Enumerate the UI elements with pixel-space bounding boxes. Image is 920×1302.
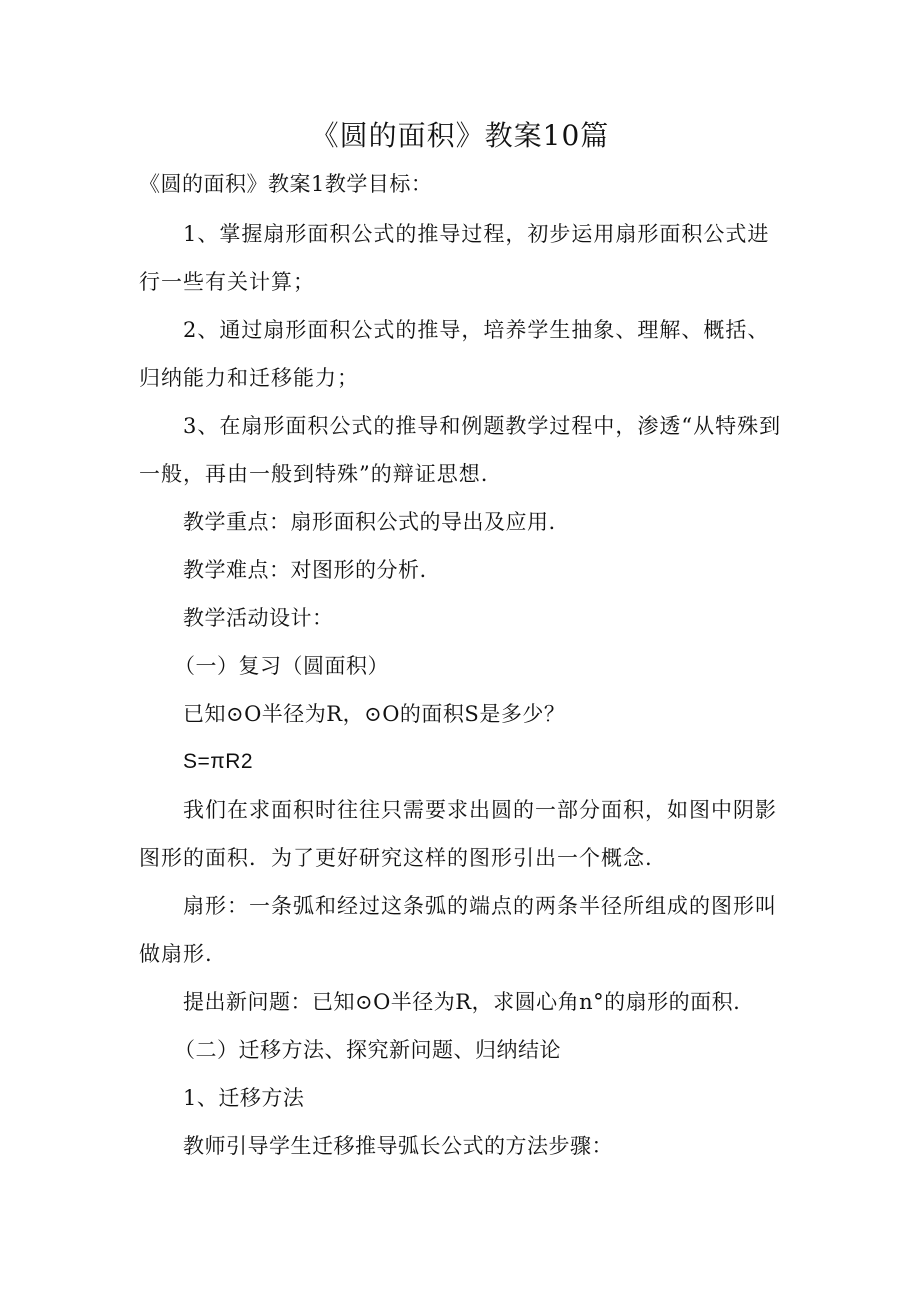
paragraph-review-question: 已知⊙O半径为R，⊙O的面积S是多少？ xyxy=(183,702,566,726)
paragraph-key-point: 教学重点：扇形面积公式的导出及应用. xyxy=(183,510,556,534)
paragraph-area-formula: S=πR2 xyxy=(183,750,254,773)
paragraph-activity-design: 教学活动设计： xyxy=(183,606,334,630)
paragraph-shaded-area: 我们在求面积时往往只需要求出圆的一部分面积，如图中阴影图形的面积．为了更好研究这样的图形引出一个概念. xyxy=(139,798,777,870)
paragraph-difficulty: 教学难点：对图形的分析. xyxy=(183,558,427,582)
paragraph-transfer-method: 1、迁移方法 xyxy=(183,1086,305,1110)
paragraph-goal-2: 2、通过扇形面积公式的推导，培养学生抽象、理解、概括、归纳能力和迁移能力； xyxy=(139,318,770,390)
paragraph-goal-3: 3、在扇形面积公式的推导和例题教学过程中，渗透“从特殊到一般，再由一般到特殊”的辩证思想. xyxy=(139,414,782,486)
paragraph-goal-1: 1、掌握扇形面积公式的推导过程，初步运用扇形面积公式进行一些有关计算； xyxy=(139,222,770,294)
document-title: 《圆的面积》教案10篇 xyxy=(310,119,610,152)
paragraph-lesson-heading: 《圆的面积》教案1教学目标： xyxy=(139,172,433,196)
paragraph-sector-definition: 扇形：一条弧和经过这条弧的端点的两条半径所组成的图形叫做扇形. xyxy=(139,894,777,966)
paragraph-new-question: 提出新问题：已知⊙O半径为R，求圆心角n°的扇形的面积. xyxy=(183,990,741,1014)
paragraph-teacher-guide: 教师引导学生迁移推导弧长公式的方法步骤： xyxy=(183,1134,613,1158)
paragraph-section-two-heading: （二）迁移方法、探究新问题、归纳结论 xyxy=(174,1038,561,1062)
paragraph-review-heading: （一）复习（圆面积） xyxy=(174,654,389,678)
